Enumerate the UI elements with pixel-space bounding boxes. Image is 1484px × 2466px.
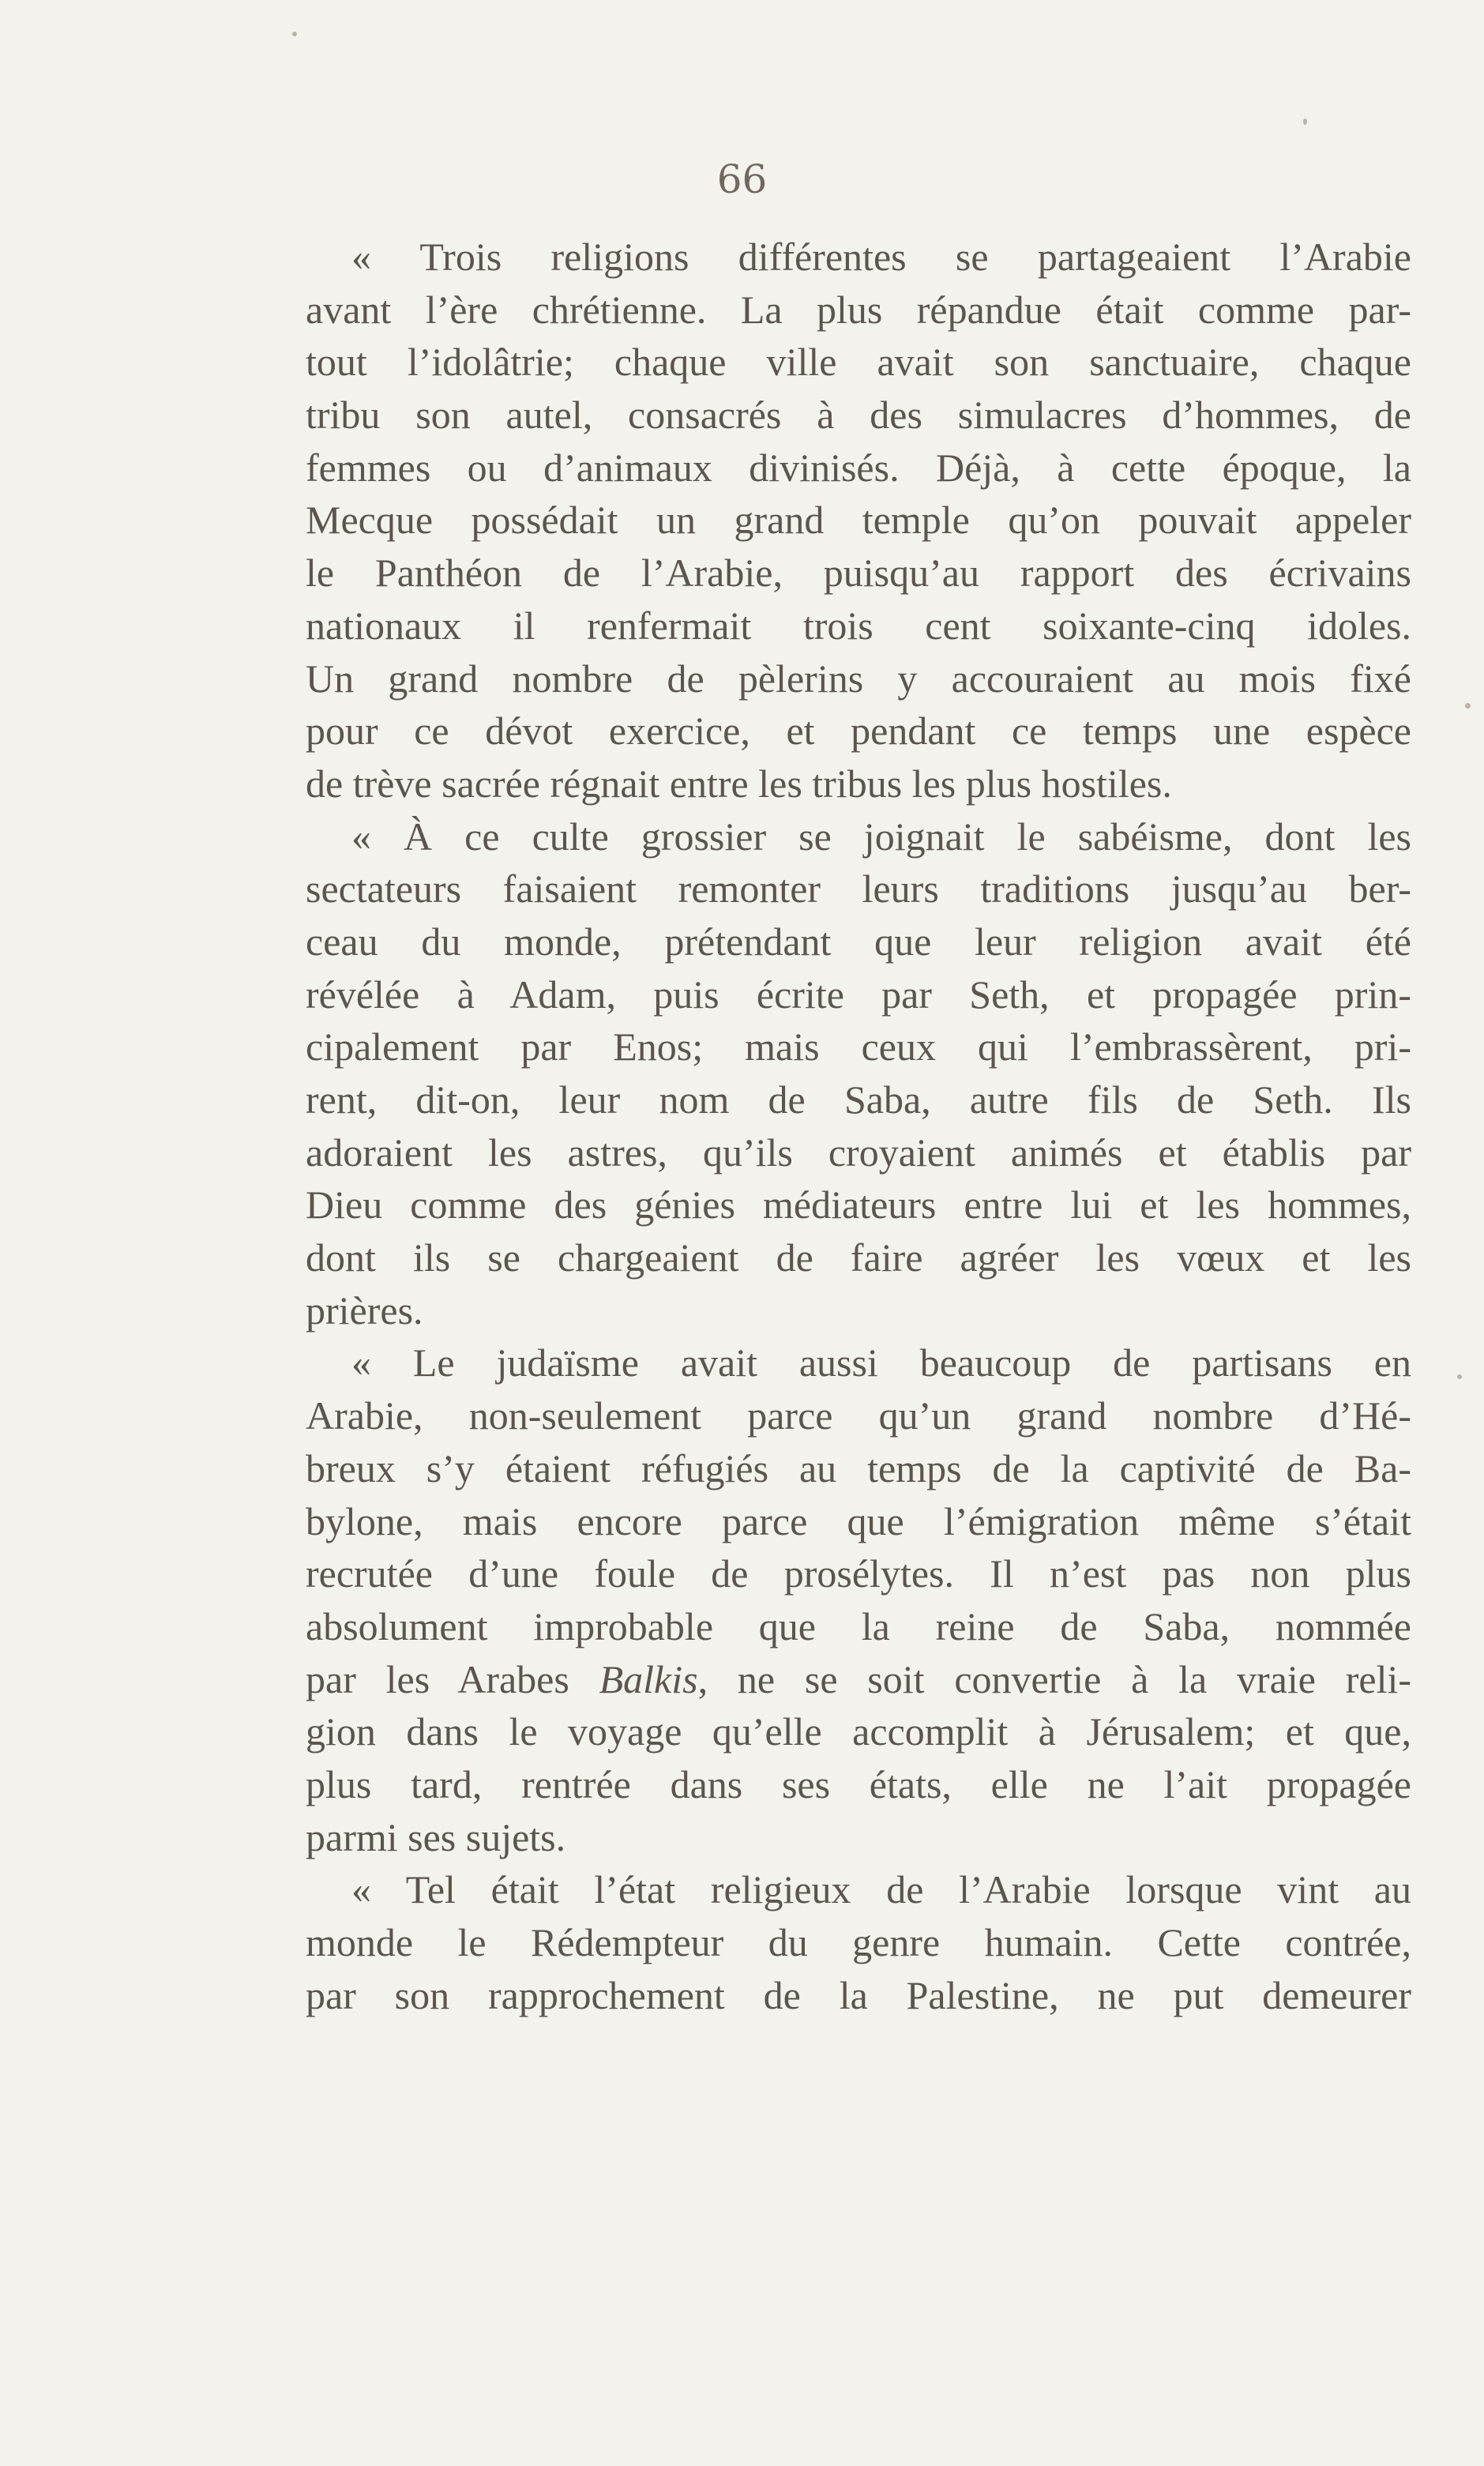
text-line: recrutée d’une foule de prosélytes. Il n’est pas non plus bbox=[306, 1551, 1411, 1596]
text-line: de trève sacrée régnait entre les tribus les plus hostiles. bbox=[306, 761, 1172, 806]
text-line: breux s’y étaient réfugiés au temps de la captivité de Ba- bbox=[306, 1445, 1411, 1491]
body-text bbox=[306, 231, 1411, 2021]
text-line: « Le judaïsme avait aussi beaucoup de partisans en bbox=[351, 1340, 1411, 1385]
text-line: absolument improbable que la reine de Saba, nommée bbox=[306, 1603, 1411, 1648]
text-line: « Trois religions différentes se partageaient l’Arabie bbox=[351, 235, 1411, 279]
text-line: par les Arabes Balkis, ne se soit convertie à la vraie reli- bbox=[306, 1656, 1411, 1701]
text-line: rent, dit-on, leur nom de Saba, autre fils de Seth. Ils bbox=[306, 1077, 1411, 1122]
text-line: adoraient les astres, qu’ils croyaient animés et établis par bbox=[306, 1130, 1411, 1175]
text-line: ceau du monde, prétendant que leur religion avait été bbox=[306, 919, 1411, 964]
text-line: « À ce culte grossier se joignait le sabéisme, dont les bbox=[351, 814, 1411, 859]
text-line: parmi ses sujets. bbox=[306, 1814, 566, 1859]
text-line: gion dans le voyage qu’elle accomplit à Jérusalem; et que, bbox=[306, 1709, 1411, 1754]
text-line: nationaux il renfermait trois cent soixante-cinq idoles. bbox=[306, 603, 1411, 648]
text-line: plus tard, rentrée dans ses états, elle ne l’ait propagée bbox=[306, 1761, 1411, 1806]
text-line: cipalement par Enos; mais ceux qui l’embrassèrent, pri- bbox=[306, 1024, 1411, 1069]
text-line: Mecque possédait un grand temple qu’on pouvait appeler bbox=[306, 498, 1411, 543]
text-line: Dieu comme des génies médiateurs entre lui et les hommes, bbox=[306, 1182, 1411, 1227]
italic-name: Balkis bbox=[599, 1656, 698, 1701]
paper-speck bbox=[1457, 1374, 1462, 1379]
text-line: Un grand nombre de pèlerins y accouraient au mois fixé bbox=[306, 656, 1411, 701]
text-line: dont ils se chargeaient de faire agréer les vœux et les bbox=[306, 1235, 1411, 1280]
paper-speck bbox=[292, 32, 297, 36]
text-line: « Tel était l’état religieux de l’Arabie lorsque vint au bbox=[351, 1867, 1411, 1912]
text-line: révélée à Adam, puis écrite par Seth, et propagée prin- bbox=[306, 972, 1411, 1017]
text-line: tout l’idolâtrie; chaque ville avait son sanctuaire, chaque bbox=[306, 340, 1411, 385]
text-line: par son rapprochement de la Palestine, ne put demeurer bbox=[306, 1972, 1411, 2017]
paper-speck bbox=[1303, 118, 1307, 125]
text-line: bylone, mais encore parce que l’émigration même s’était bbox=[306, 1498, 1411, 1543]
text-line: sectateurs faisaient remonter leurs traditions jusqu’au ber- bbox=[306, 866, 1411, 912]
text-line: tribu son autel, consacrés à des simulacres d’hommes, de bbox=[306, 393, 1411, 438]
text-line: pour ce dévot exercice, et pendant ce temps une espèce bbox=[306, 709, 1411, 754]
text-line: monde le Rédempteur du genre humain. Cette contrée, bbox=[306, 1920, 1411, 1964]
text-line: avant l’ère chrétienne. La plus répandue était comme par- bbox=[306, 287, 1411, 332]
text-line: Arabie, non-seulement parce qu’un grand nombre d’Hé- bbox=[306, 1393, 1411, 1438]
paper-speck bbox=[1465, 703, 1471, 709]
page-number: 66 bbox=[716, 156, 768, 202]
text-line: femmes ou d’animaux divinisés. Déjà, à cette époque, la bbox=[306, 445, 1411, 490]
text-line: prières. bbox=[306, 1288, 423, 1333]
text-line: le Panthéon de l’Arabie, puisqu’au rapport des écrivains bbox=[306, 551, 1411, 596]
